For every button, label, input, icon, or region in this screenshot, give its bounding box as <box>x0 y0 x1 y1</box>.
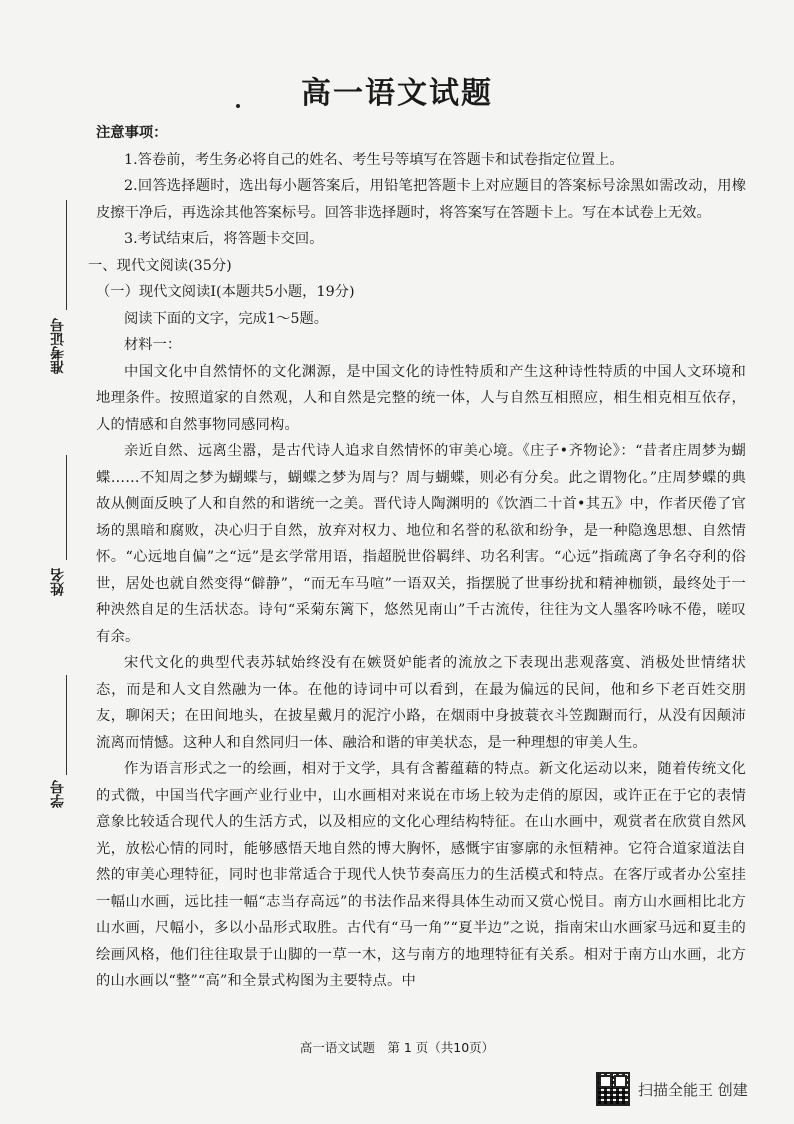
sub-section-heading: （一）现代文阅读Ⅰ(本题共5小题，19分) <box>96 284 355 300</box>
section-heading: 一、现代文阅读(35分) <box>88 257 232 274</box>
notice-item: 2.回答选择题时，选出每小题答案后，用铅笔把答题卡上对应题目的答案标号涂黑如需改动，用橡皮擦干净后，再选涂其他答案标号。回答非选择题时，将答案写在答题卡上。写在本试卷上无效。 <box>96 178 746 221</box>
reading-instruction: 阅读下面的文字，完成1～5题。 <box>124 310 329 327</box>
label-name: 姓名 <box>50 568 66 596</box>
passage-paragraph: 中国文化中自然情怀的文化渊源，是中国文化的诗性特质和产生这种诗性特质的中国人文环境和地理条件。按照道家的自然观，人和自然是完整的统一体，人与自然互相照应，相生相克相互依存，人的情感和自然事物同感同构。 <box>96 363 746 433</box>
qr-code-icon <box>596 1072 630 1106</box>
exam-content <box>88 120 746 995</box>
scanner-watermark <box>596 1072 748 1106</box>
notice-heading: 注意事项： <box>96 125 168 141</box>
scan-speck <box>236 104 240 108</box>
notice-item: 1.答卷前，考生务必将自己的姓名、考生号等填写在答题卡和试卷指定位置上。 <box>124 151 624 168</box>
fill-line-exam-id <box>66 200 67 310</box>
passage-paragraph: 亲近自然、远离尘嚣，是古代诗人追求自然情怀的审美心境。《庄子•齐物论》：“昔者庄周梦为蝴蝶……不知周之梦为蝴蝶与，蝴蝶之梦为周与？周与蝴蝶，则必有分矣。此之谓物化。”庄周梦蝶的典故从侧面反映了人和自然的和谐统一之美。晋代诗人陶渊明的《饮酒二十首•其五》中，作者厌倦了官场的黑暗和腐败，决心归于自然，放弃对权力、地位和名誉的私欲和纷争，是一种隐逸思想、自然情怀。“心远地自偏”之“远”是玄学常用语，指超脱世俗羁绊、功名利害。“心远”指疏离了争名夺利的俗世，居处也就自然变得“僻静”，“而无车马喧”一语双关，指摆脱了世事纷扰和精神枷锁，最终处于一种泱然自足的生活状态。诗句“采菊东篱下，悠然见南山”千古流传，往往为文人墨客吟咏不倦，嗟叹有余。 <box>96 443 746 645</box>
fill-line-name <box>66 455 67 560</box>
page-title: 高一语文试题 <box>301 76 493 111</box>
passage-paragraph: 宋代文化的典型代表苏轼始终没有在嫉贤妒能者的流放之下表现出悲观落寞、消极处世情绪状态，而是和人文自然融为一体。在他的诗词中可以看到，在最为偏远的民间，他和乡下老百姓交朋友，聊闲天；在田间地头，在披星戴月的泥泞小路，在烟雨中身披蓑衣斗笠踟蹰而行，从没有因颠沛流离而情憾。这种人和自然同归一体、融洽和谐的审美状态，是一种理想的审美人生。 <box>96 655 746 751</box>
page-footer: 高一语文试题 第 1 页（共10页） <box>299 1040 495 1055</box>
notice-item: 3.考试结束后，将答题卡交回。 <box>124 231 324 247</box>
material-label: 材料一： <box>124 337 182 353</box>
label-student-no: 学号 <box>50 780 66 808</box>
label-exam-id: 准考证号 <box>50 318 66 374</box>
binding-margin <box>44 200 80 850</box>
passage-paragraph: 作为语言形式之一的绘画，相对于文学，具有含蓄蕴藉的特点。新文化运动以来，随着传统文化的式微，中国当代字画产业行业中，山水画相对来说在市场上较为走俏的原因，或许正在于它的表情意象比较适合现代人的生活方式，以及相应的文化心理结构特征。在山水画中，观赏者在欣赏自然风光，放松心情的同时，能够感悟天地自然的博大胸怀，感慨宇宙寥廓的永恒精神。它符合道家道法自然的审美心理特征，同时也非常适合于现代人快节奏高压力的生活模式和特点。在客厅或者办公室挂一幅山水画，远比挂一幅“志当存高远”的书法作品来得具体生动而又赏心悦目。南方山水画相比北方山水画，尺幅小，多以小品形式取胜。古代有“马一角”“夏半边”之说，指南宋山水画家马远和夏圭的绘画风格，他们往往取景于山脚的一草一木，这与南方的地理特征有关系。相对于南方山水画，北方的山水画以“整”“高”和全景式构图为主要特点。中 <box>96 761 746 989</box>
fill-line-student-no <box>66 675 67 775</box>
watermark-text: 扫描全能王 创建 <box>638 1080 748 1099</box>
